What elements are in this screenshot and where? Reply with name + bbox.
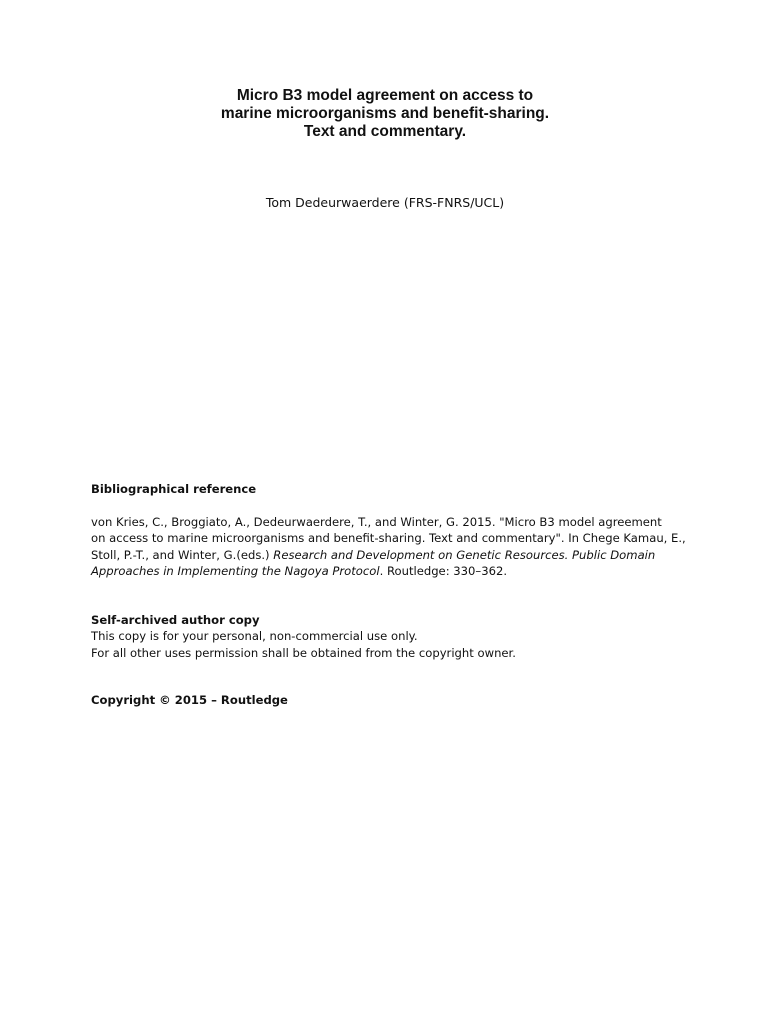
copyright-notice: Copyright © 2015 – Routledge (91, 693, 288, 707)
document-title (0, 87, 770, 141)
biblio-line-4 (91, 563, 691, 579)
biblio-line-1: von Kries, C., Broggiato, A., Dedeurwaerdere, T., and Winter, G. 2015. "Micro B3 model agreement (91, 515, 662, 529)
self-archived-heading: Self-archived author copy (91, 613, 260, 627)
bibliographical-reference-text (91, 514, 691, 580)
self-archived-line-1: This copy is for your personal, non-commercial use only. (91, 629, 418, 644)
biblio-line-4-plain: . Routledge: 330–362. (379, 564, 508, 579)
biblio-line-3 (91, 547, 691, 563)
bibliographical-reference-heading: Bibliographical reference (91, 482, 257, 496)
title-line-3: Text and commentary. (303, 123, 467, 140)
title-line-2: marine microorganisms and benefit-sharing. (220, 105, 550, 122)
self-archived-line-2: For all other uses permission shall be obtained from the copyright owner. (91, 645, 516, 660)
self-archived-section (91, 612, 691, 661)
biblio-line-2: on access to marine microorganisms and benefit-sharing. Text and commentary". In Chege Kamau, E., (91, 531, 686, 546)
title-line-1: Micro B3 model agreement on access to (236, 87, 534, 104)
biblio-line-3-italic: Research and Development on Genetic Resources. Public Domain (273, 547, 656, 562)
author-line: Tom Dedeurwaerdere (FRS-FNRS/UCL) (265, 195, 505, 210)
biblio-line-4-italic: Approaches in Implementing the Nagoya Protocol (91, 564, 380, 579)
biblio-line-3-plain: Stoll, P.-T., and Winter, G.(eds.) (91, 547, 274, 562)
